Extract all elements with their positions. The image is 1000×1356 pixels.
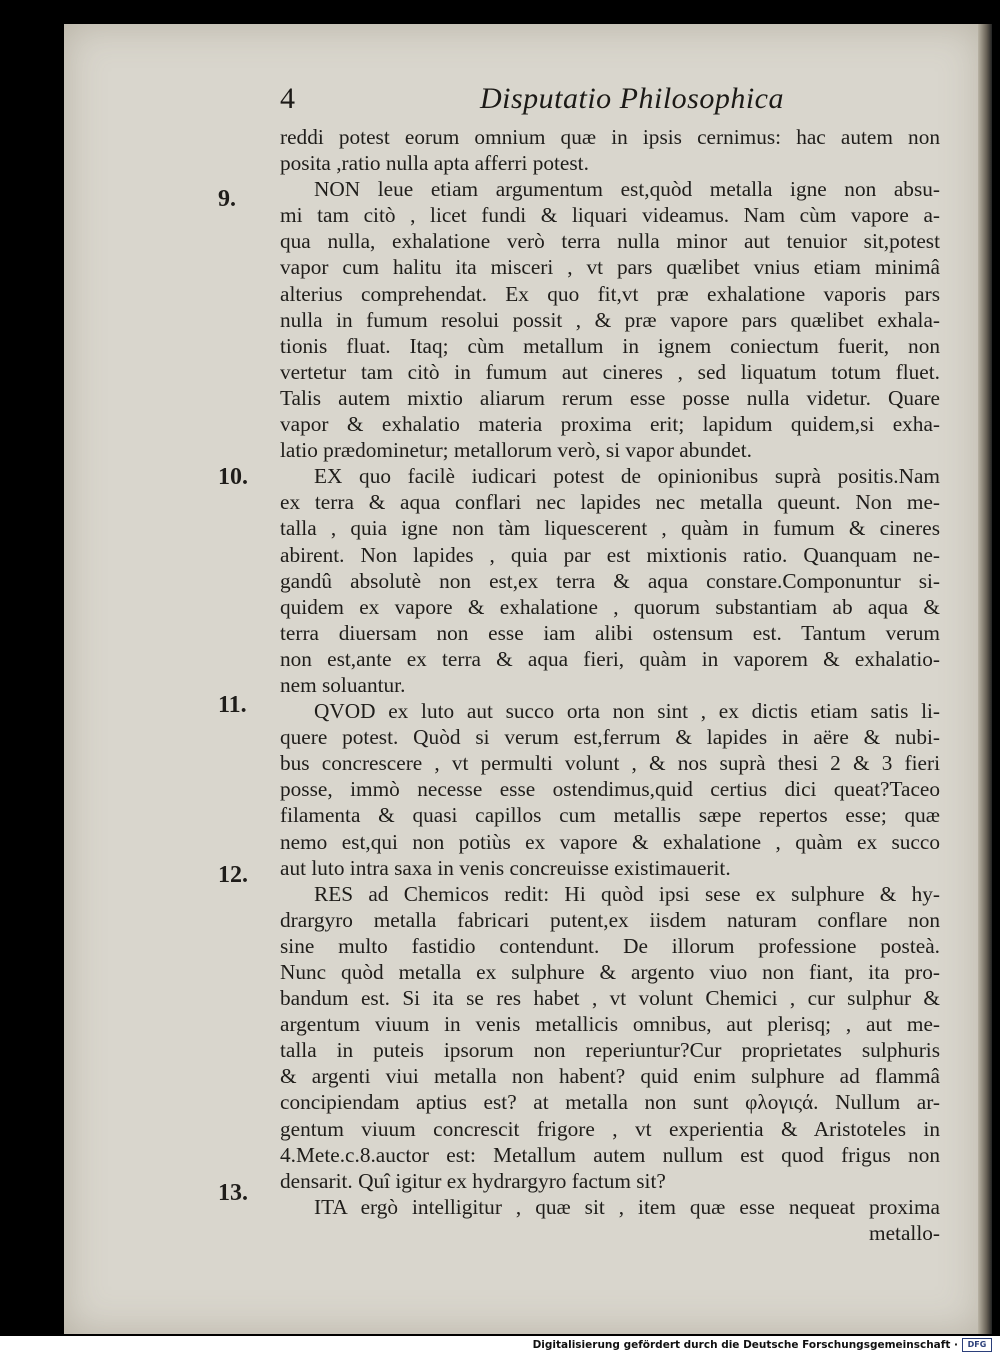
page-edge — [978, 24, 992, 1334]
text-line: aut luto intra saxa in venis concreuisse existimauerit. — [280, 855, 731, 880]
text-line: filamenta & quasi capillos cum metallis sæpe repertos esse; quæ — [280, 803, 940, 828]
text-line: vertetur tam citò in fumum aut cineres , sed liquatum totum fluet. — [280, 359, 940, 384]
text-line: tionis fluat. Itaq; cùm metallum in ignem coniectum fuerit, non — [280, 333, 940, 358]
section-number-11: 11. — [218, 692, 247, 718]
text-line: talla in puteis ipsorum non reperiuntur?Cur proprietates sulphuris — [280, 1038, 940, 1063]
text-line: QVOD ex luto aut succo orta non sint , ex dictis etiam satis li- — [314, 699, 940, 724]
text-line: Nunc quòd metalla ex sulphure & argento viuo non fiant, ita pro- — [280, 960, 940, 984]
text-line: & argenti viui metalla non habent? quid enim sulphure ad flammâ — [280, 1064, 940, 1089]
text-line: posse, immò necesse esse ostendimus,quid certius dici queat?Taceo — [280, 777, 940, 802]
text-line: concipiendam aptius est? at metalla non sunt φλογιςά. Nullum ar- — [280, 1090, 940, 1115]
text-line: bus concrescere , vt permulti volunt , & nos suprà thesi 2 & 3 fieri — [280, 751, 940, 776]
page-number: 4 — [280, 82, 295, 115]
text-line: RES ad Chemicos redit: Hi quòd ipsi sese ex sulphure & hy- — [314, 881, 940, 906]
page-header — [280, 82, 940, 122]
dfg-logo: DFG — [962, 1338, 992, 1352]
section-number-9: 9. — [218, 186, 236, 212]
text-line: reddi potest eorum omnium quæ in ipsis cernimus: hac autem non — [280, 125, 940, 149]
funding-credit: Digitalisierung gefördert durch die Deutsche Forschungsgemeinschaft · — [532, 1339, 958, 1351]
text-line: drargyro metalla fabricari putent,ex iisdem naturam conflare non — [280, 907, 940, 932]
text-line: EX quo facilè iudicari potest de opinionibus suprà positis.Nam — [314, 464, 940, 489]
text-line: qua nulla, exhalatione verò terra nulla minor aut tenuior sit,potest — [280, 229, 940, 254]
text-line: quidem ex vapore & exhalatione , quorum substantiam ab aqua & — [280, 594, 940, 619]
text-line: ex terra & aqua conflari nec lapides nec metalla queunt. Non me- — [280, 490, 940, 515]
text-line: gentum viuum concrescit frigore , vt experientia & Aristoteles in — [280, 1116, 940, 1141]
text-line: quere potest. Quòd si verum est,ferrum & lapides in aëre & nubi- — [280, 725, 940, 750]
text-line: alterius comprehendat. Ex quo fit,vt præ exhalatione vaporis pars — [280, 281, 940, 306]
text-line: Talis autem mixtio aliarum rerum esse posse nulla videtur. Quare — [280, 385, 940, 410]
text-line: 4.Mete.c.8.auctor est: Metallum autem nullum est quod frigus non — [280, 1142, 940, 1167]
text-line: nulla in fumum resolui possit , & præ vapore pars quælibet exhala- — [280, 307, 940, 332]
text-line: abirent. Non lapides , quia par est mixtionis ratio. Quanquam ne- — [280, 542, 940, 567]
text-line: talla , quia igne non tàm liquescerent , quàm in fumum & cineres — [280, 516, 940, 541]
text-line: non est,ante ex terra & aqua fieri, quàm in vaporem & exhalatio- — [280, 646, 940, 671]
running-title: Disputatio Philosophica — [480, 82, 784, 115]
text-line: posita ,ratio nulla apta afferri potest. — [280, 151, 589, 176]
text-line: NON leue etiam argumentum est,quòd metalla igne non absu- — [314, 177, 940, 202]
text-line: nem soluantur. — [280, 672, 406, 697]
text-line: gandû absolutè non est,ex terra & aqua constare.Componuntur si- — [280, 568, 940, 593]
catchword: metallo- — [869, 1220, 940, 1245]
text-line: vapor cum halitu ita misceri , vt pars quælibet vnius etiam minimâ — [280, 255, 940, 280]
section-number-13: 13. — [218, 1180, 248, 1206]
text-line: mi tam citò , licet fundi & liquari videamus. Nam cùm vapore a- — [280, 203, 940, 228]
section-number-12: 12. — [218, 862, 248, 888]
body-text — [280, 124, 940, 1246]
text-line: vapor & exhalatio materia proxima erit; lapidum quidem,si exha- — [280, 412, 940, 437]
text-line: ITA ergò intelligitur , quæ sit , item quæ esse nequeat proxima — [314, 1194, 940, 1219]
text-line: terra diuersam non esse iam alibi ostensum est. Tantum verum — [280, 620, 940, 645]
text-line: latio prædominetur; metallorum verò, si vapor abundet. — [280, 438, 752, 463]
text-line: densarit. Quî igitur ex hydrargyro factum sit? — [280, 1168, 666, 1193]
footer-bar — [0, 1336, 1000, 1356]
text-line: argentum viuum in venis metallicis omnibus, aut plerisq; , aut me- — [280, 1012, 940, 1037]
text-line: nemo est,qui non potiùs ex vapore & exhalatione , quàm ex succo — [280, 829, 940, 854]
section-number-10: 10. — [218, 464, 248, 490]
text-line: bandum est. Si ita se res habet , vt volunt Chemici , cur sulphur & — [280, 986, 940, 1011]
text-line: sine multo fastidio contendunt. De illorum professione posteà. — [280, 933, 940, 958]
